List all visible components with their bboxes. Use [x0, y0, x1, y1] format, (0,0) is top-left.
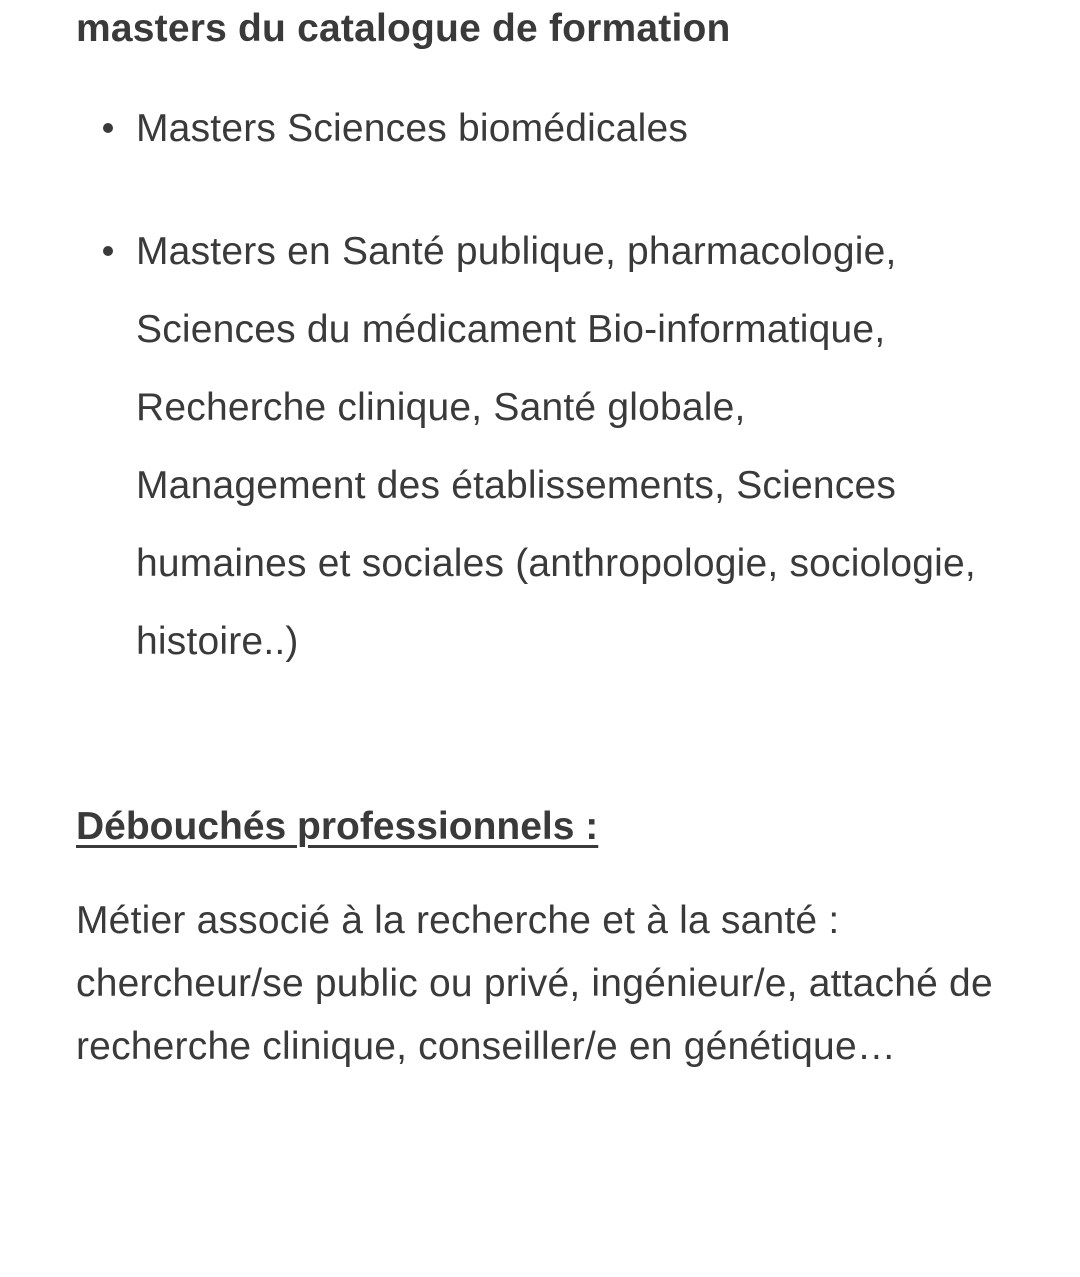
- bullet-icon: [103, 123, 113, 133]
- list-item: [136, 90, 986, 168]
- list-item-text: Masters en Santé publique, pharmacologie, Sciences du médicament Bio-informatique, Recherche clinique, Santé globale, Management des établissements, Sciences humaines et sociales (anthropologie, sociologie, histoire..): [136, 230, 976, 663]
- list-item: [136, 213, 986, 681]
- list-item-text: Masters Sciences biomédicales: [136, 107, 689, 150]
- debouches-title: Débouchés professionnels :: [76, 805, 599, 848]
- debouches-text: Métier associé à la recherche et à la santé : chercheur/se public ou privé, ingénieur/e, attaché de recherche clinique, conseiller/e en génétique…: [76, 899, 993, 1068]
- section-heading-masters: masters du catalogue de formation: [76, 7, 731, 50]
- bullet-icon: [103, 246, 113, 256]
